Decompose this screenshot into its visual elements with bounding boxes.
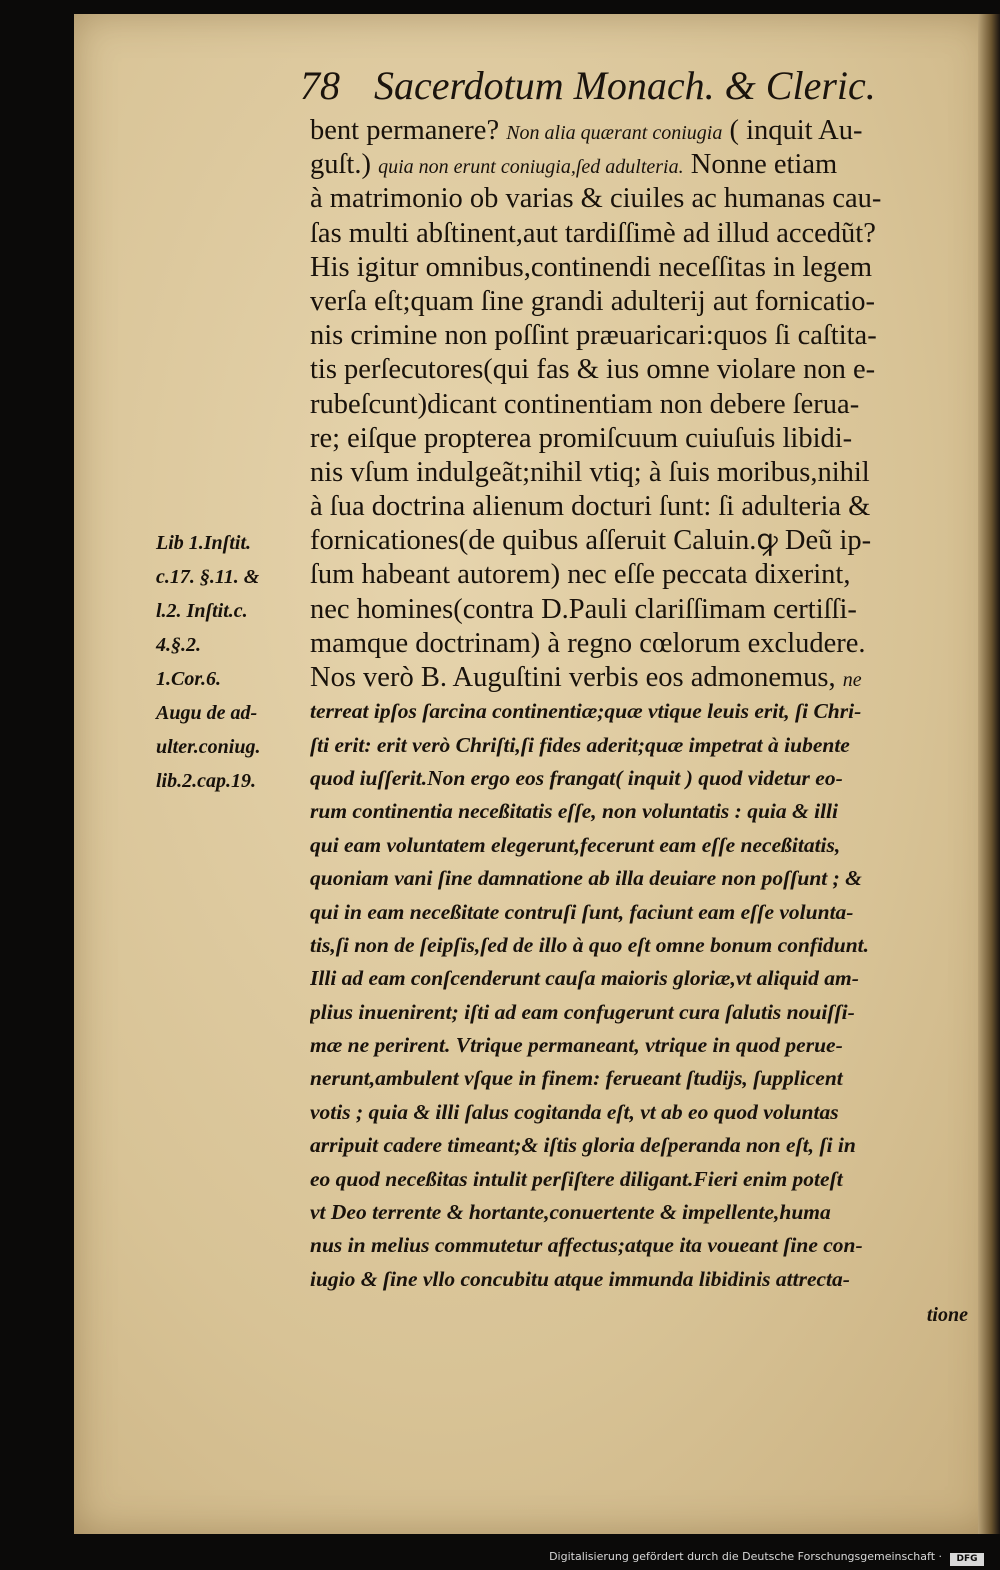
italic-text-line: vt Deo terrente & hortante,conuertente & impellente,huma	[310, 1200, 831, 1225]
italic-text-line: arripuit cadere timeant;& iſtis gloria deſperanda non eſt, ſi in	[310, 1133, 856, 1158]
running-title: Sacerdotum Monach. & Cleric.	[374, 63, 876, 108]
text-line: Nos verò B. Auguſtini verbis eos admonemus, ne	[310, 662, 862, 693]
text-line: re; eiſque propterea promiſcuum cuiuſuis libidi-	[310, 422, 853, 454]
text-line: ſum habeant autorem) nec eſſe peccata dixerint,	[310, 559, 851, 591]
italic-text-line: plius inuenirent; iſti ad eam confugerunt cura ſalutis nouiſſi-	[310, 999, 855, 1024]
page-fore-edge	[978, 14, 1000, 1534]
page-number: 78	[300, 63, 340, 108]
italic-text-line: tis,ſi non de ſeipſis,ſed de illo à quo eſt omne bonum confidunt.	[310, 932, 870, 957]
margin-note: 1.Cor.6.	[156, 668, 222, 690]
digitization-credit: Digitalisierung gefördert durch die Deutsche Forschungsgemeinschaft ·	[549, 1550, 942, 1563]
main-text-block	[310, 114, 978, 1330]
italic-text-line: mæ ne perirent. Vtrique permaneant, vtrique in quod perue-	[310, 1033, 843, 1058]
catchword: tione	[926, 1304, 968, 1327]
margin-note: c.17. §.11. &	[156, 566, 260, 588]
text-line: guſt.) quia non erunt coniugia,ſed adulteria. Nonne etiam	[310, 149, 838, 181]
italic-text-line: terreat ipſos ſarcina continentiæ;quæ vtique leuis erit, ſi Chri-	[310, 699, 862, 724]
text-line: mamque doctrinam) à regno cœlorum excludere.	[310, 627, 866, 659]
italic-text-line: qui eam voluntatem elegerunt,fecerunt eam eſſe neceßitatis,	[310, 832, 841, 857]
text-line: nis vſum indulgeãt;nihil vtiq; à ſuis moribus,nihil	[310, 456, 870, 488]
italic-text-line: iugio & ſine vllo concubitu atque immunda libidinis attrecta-	[310, 1266, 850, 1291]
text-line: verſa eſt;quam ſine grandi adulterij aut fornicatio-	[310, 285, 876, 317]
italic-text-line: nus in melius commutetur affectus;atque ita voueant ſine con-	[310, 1233, 863, 1258]
text-line: fornicationes(de quibus aſſeruit Caluin.ꝙ Deũ ip-	[310, 525, 872, 557]
margin-note: ulter.coniug.	[156, 736, 261, 758]
margin-note: Augu de ad-	[156, 702, 258, 724]
marginal-notes	[156, 526, 306, 798]
italic-text-line: quod iuſſerit.Non ergo eos frangat( inquit ) quod videtur eo-	[310, 765, 843, 790]
dfg-logo: DFG	[950, 1553, 984, 1566]
italic-text-line: eo quod neceßitas intulit perſiſtere diligant.Fieri enim poteſt	[310, 1166, 843, 1191]
margin-note: 4.§.2.	[156, 634, 201, 656]
italic-text-line: votis ; quia & illi ſalus cogitanda eſt, vt ab eo quod voluntas	[310, 1099, 839, 1124]
italic-text-line: quoniam vani ſine damnatione ab illa deuiare non poſſunt ; &	[310, 866, 862, 891]
text-line: à matrimonio ob varias & ciuiles ac humanas cau-	[310, 183, 882, 215]
text-line: à ſua doctrina alienum docturi ſunt: ſi adulteria &	[310, 491, 871, 523]
italic-text-line: rum continentia neceßitatis eſſe, non voluntatis : quia & illi	[310, 799, 838, 824]
italic-text-line: qui in eam neceßitate contruſi ſunt, faciunt eam eſſe volunta-	[310, 899, 854, 924]
text-line: ſas multi abſtinent,aut tardiſſimè ad illud accedũt?	[310, 217, 876, 249]
margin-note: l.2. Inſtit.c.	[156, 600, 248, 622]
running-header	[300, 62, 980, 110]
italic-text-line: nerunt,ambulent vſque in finem: ferueant ſtudijs, ſupplicent	[310, 1066, 843, 1091]
text-line: nec homines(contra D.Pauli clariſſimam certiſſi-	[310, 593, 857, 625]
italic-text-line: Illi ad eam conſcenderunt cauſa maioris gloriæ,vt aliquid am-	[310, 966, 859, 991]
italic-text-line: ſti erit: erit verò Chriſti,ſi fides aderit;quæ impetrat à iubente	[310, 732, 850, 757]
margin-note: Lib 1.Inſtit.	[156, 532, 252, 554]
text-line: nis crimine non poſſint præuaricari:quos ſi caſtita-	[310, 320, 877, 352]
margin-note: lib.2.cap.19.	[156, 770, 256, 792]
text-line: His igitur omnibus,continendi neceſſitas in legem	[310, 251, 872, 283]
text-line: bent permanere? Non alia quærant coniugia ( inquit Au-	[310, 115, 863, 146]
text-line: rubeſcunt)dicant continentiam non debere ſerua-	[310, 388, 860, 420]
text-line: tis perſecutores(qui fas & ius omne violare non e-	[310, 354, 876, 386]
